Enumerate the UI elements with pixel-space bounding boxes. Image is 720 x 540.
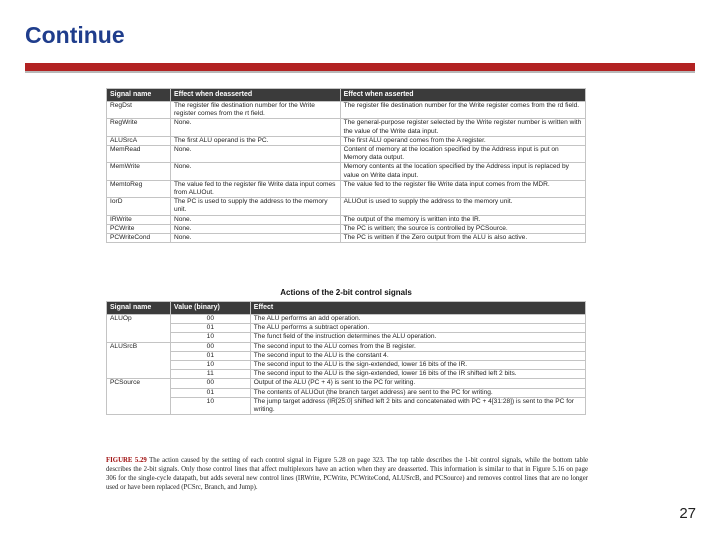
asserted-cell: The general-purpose register selected by the Write register number is written with the value of the Write data input. (340, 119, 585, 136)
table-row (107, 351, 586, 360)
table-row (107, 397, 586, 414)
table-row (107, 315, 586, 324)
table-header-row (107, 302, 586, 315)
table-row (107, 163, 586, 180)
value-cell: 10 (170, 333, 250, 342)
column-header: Effect (250, 302, 585, 315)
effect-cell: The second input to the ALU comes from the B register. (250, 342, 585, 351)
signal-name-cell: ALUOp (107, 315, 171, 343)
table-row (107, 379, 586, 388)
deasserted-cell: None. (170, 215, 340, 224)
table-row (107, 370, 586, 379)
table-row (107, 180, 586, 197)
column-header: Signal name (107, 302, 171, 315)
effect-cell: The second input to the ALU is the sign-extended, lower 16 bits of the IR shifted left 2 bits. (250, 370, 585, 379)
table-header-row (107, 89, 586, 102)
table-row (107, 361, 586, 370)
value-cell: 10 (170, 361, 250, 370)
signal-name-cell: ALUSrcB (107, 342, 171, 379)
signal-name-cell: MemtoReg (107, 180, 171, 197)
signal-name-cell: ALUSrcA (107, 136, 171, 145)
deasserted-cell: The first ALU operand is the PC. (170, 136, 340, 145)
one-bit-signals-table (106, 88, 586, 243)
deasserted-cell: The register file destination number for the Write register comes from the rt field. (170, 102, 340, 119)
column-header: Value (binary) (170, 302, 250, 315)
table-row (107, 234, 586, 243)
signal-name-cell: RegDst (107, 102, 171, 119)
effect-cell: The ALU performs a subtract operation. (250, 324, 585, 333)
asserted-cell: The PC is written; the source is controlled by PCSource. (340, 224, 585, 233)
table-row (107, 215, 586, 224)
value-cell: 01 (170, 324, 250, 333)
signal-name-cell: MemWrite (107, 163, 171, 180)
asserted-cell: The value fed to the register file Write data input comes from the MDR. (340, 180, 585, 197)
asserted-cell: The first ALU operand comes from the A register. (340, 136, 585, 145)
table-row (107, 146, 586, 163)
table-row (107, 102, 586, 119)
deasserted-cell: None. (170, 224, 340, 233)
value-cell: 00 (170, 342, 250, 351)
value-cell: 00 (170, 379, 250, 388)
value-cell: 00 (170, 315, 250, 324)
page-number: 27 (679, 505, 696, 522)
two-bit-signals-table (106, 301, 586, 415)
figure-label: FIGURE 5.29 (106, 457, 147, 464)
asserted-cell: The register file destination number for the Write register comes from the rd field. (340, 102, 585, 119)
title-divider-shadow (25, 71, 695, 73)
table-row (107, 388, 586, 397)
signal-name-cell: IRWrite (107, 215, 171, 224)
column-header: Effect when deasserted (170, 89, 340, 102)
effect-cell: The funct field of the instruction determines the ALU operation. (250, 333, 585, 342)
value-cell: 01 (170, 351, 250, 360)
table-row (107, 198, 586, 215)
signal-name-cell: PCWriteCond (107, 234, 171, 243)
effect-cell: Output of the ALU (PC + 4) is sent to the PC for writing. (250, 379, 585, 388)
table-row (107, 224, 586, 233)
deasserted-cell: The value fed to the register file Write data input comes from ALUOut. (170, 180, 340, 197)
table-row (107, 136, 586, 145)
slide-title: Continue (25, 22, 125, 48)
column-header: Effect when asserted (340, 89, 585, 102)
asserted-cell: The PC is written if the Zero output from the ALU is also active. (340, 234, 585, 243)
asserted-cell: Memory contents at the location specified by the Address input is replaced by value on Write data input. (340, 163, 585, 180)
two-bit-table-title: Actions of the 2-bit control signals (280, 288, 412, 297)
value-cell: 10 (170, 397, 250, 414)
deasserted-cell: None. (170, 234, 340, 243)
table-row (107, 342, 586, 351)
figure-caption-text: The action caused by the setting of each control signal in Figure 5.28 on page 323. The top table describes the 1-bit control signals, while the bottom table describes the 2-bit signals. Only those control lines that affect multiplexors have an action when they are deasserted. This information is similar to that in Figure 5.16 on page 306 for the single-cycle datapath, but adds several new control lines (IRWrite, PCWrite, PCWriteCond, ALUSrcB, and PCSource) and removes control lines that are no longer used or have been replaced (PCSrc, Branch, and Jump). (106, 457, 589, 491)
deasserted-cell: The PC is used to supply the address to the memory unit. (170, 198, 340, 215)
effect-cell: The ALU performs an add operation. (250, 315, 585, 324)
table-row (107, 119, 586, 136)
signal-name-cell: RegWrite (107, 119, 171, 136)
effect-cell: The second input to the ALU is the sign-extended, lower 16 bits of the IR. (250, 361, 585, 370)
effect-cell: The contents of ALUOut (the branch target address) are sent to the PC for writing. (250, 388, 585, 397)
value-cell: 11 (170, 370, 250, 379)
table-row (107, 333, 586, 342)
title-divider (25, 63, 695, 71)
asserted-cell: The output of the memory is written into the IR. (340, 215, 585, 224)
asserted-cell: ALUOut is used to supply the address to the memory unit. (340, 198, 585, 215)
figure-caption (106, 456, 588, 492)
asserted-cell: Content of memory at the location specified by the Address input is put on Memory data output. (340, 146, 585, 163)
signal-name-cell: PCWrite (107, 224, 171, 233)
signal-name-cell: IorD (107, 198, 171, 215)
effect-cell: The second input to the ALU is the constant 4. (250, 351, 585, 360)
value-cell: 01 (170, 388, 250, 397)
deasserted-cell: None. (170, 163, 340, 180)
table-row (107, 324, 586, 333)
signal-name-cell: PCSource (107, 379, 171, 415)
effect-cell: The jump target address (IR[25:0] shifted left 2 bits and concatenated with PC + 4[31:28]) is sent to the PC for writing. (250, 397, 585, 414)
column-header: Signal name (107, 89, 171, 102)
deasserted-cell: None. (170, 119, 340, 136)
deasserted-cell: None. (170, 146, 340, 163)
signal-name-cell: MemRead (107, 146, 171, 163)
